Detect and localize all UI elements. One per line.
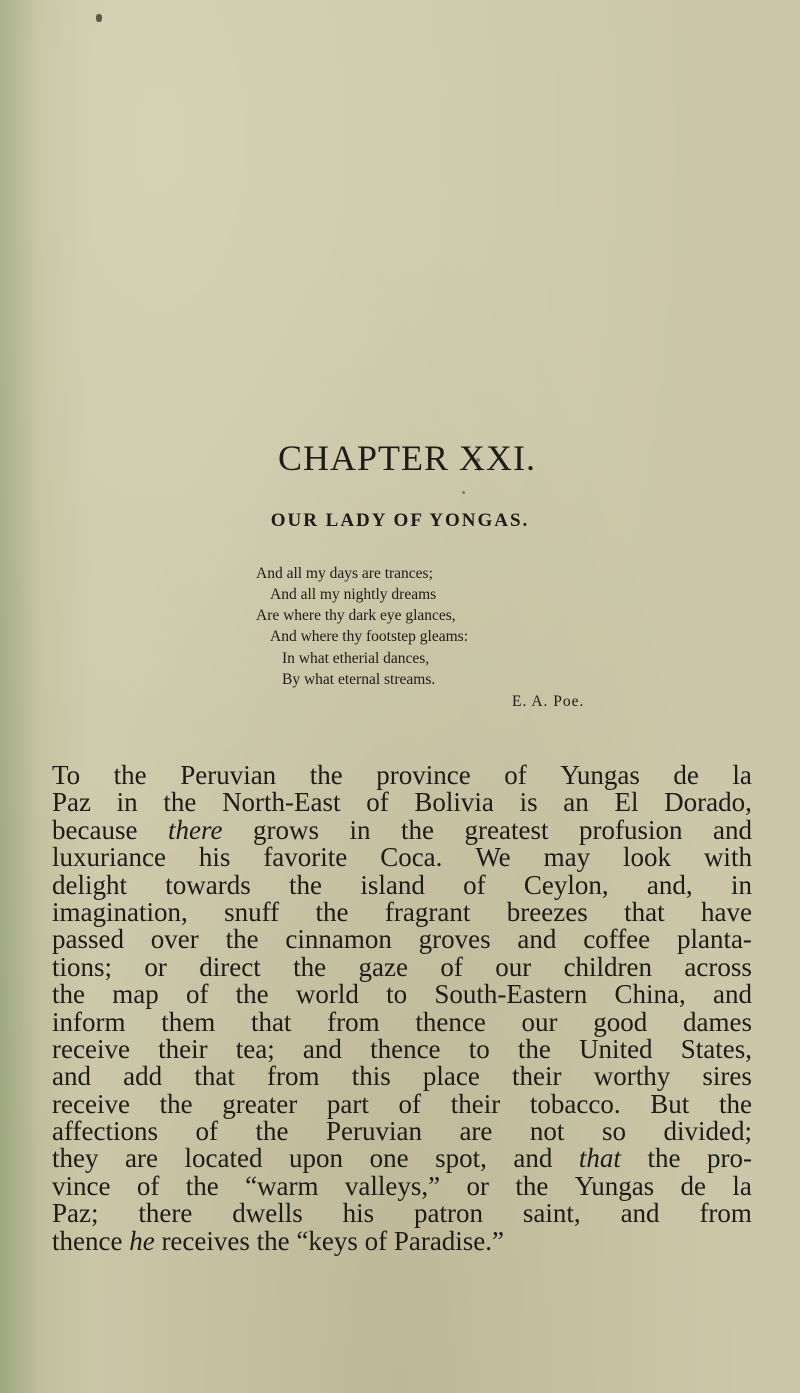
word: children	[563, 951, 653, 982]
word: they	[52, 1143, 99, 1174]
word: breezes	[506, 896, 588, 927]
word: the	[225, 924, 259, 955]
word: an	[563, 787, 589, 818]
word: But	[650, 1088, 690, 1119]
word: the	[185, 1170, 219, 1201]
word: part	[326, 1088, 369, 1119]
word: “warm	[245, 1170, 319, 1201]
word: greatest	[464, 814, 549, 845]
word: and,	[646, 869, 693, 900]
word: that	[250, 1006, 292, 1037]
word: the	[315, 896, 349, 927]
epigraph-attribution: E. A. Poe.	[512, 693, 585, 710]
word: favorite	[263, 842, 348, 873]
word: Coca.	[380, 842, 443, 873]
word: map	[112, 979, 159, 1010]
word: planta-	[676, 924, 752, 955]
word: is	[519, 787, 538, 818]
word: the	[289, 869, 323, 900]
word: and	[302, 1033, 342, 1064]
word: have	[700, 896, 752, 927]
word: good	[593, 1006, 648, 1037]
word: luxuriance	[52, 842, 166, 873]
word: island	[360, 869, 425, 900]
word: the	[235, 979, 269, 1010]
word: receive	[52, 1033, 130, 1064]
epigraph-line: And all my days are trances;	[256, 565, 433, 582]
word: Yungas	[574, 1170, 655, 1201]
word: profusion	[579, 814, 683, 845]
word: tobacco.	[529, 1088, 621, 1119]
word: coffee	[583, 924, 651, 955]
paragraph-line	[52, 1118, 752, 1145]
epigraph-line: And all my nightly dreams	[270, 586, 437, 603]
word: from	[267, 1061, 320, 1092]
word: tea;	[235, 1033, 275, 1064]
word: his	[342, 1198, 375, 1229]
word: with	[703, 842, 752, 873]
word: Ceylon,	[523, 869, 609, 900]
word: El	[614, 787, 639, 818]
word: of	[398, 1088, 422, 1119]
word: upon	[289, 1143, 344, 1174]
word: de	[680, 1170, 707, 1201]
word: grows	[252, 814, 319, 845]
word: add	[123, 1061, 163, 1092]
word: not	[529, 1116, 565, 1147]
word: the	[309, 760, 343, 790]
word: of	[463, 869, 486, 900]
word: may	[543, 842, 591, 873]
word: the	[647, 1143, 681, 1174]
word: or	[466, 1170, 489, 1201]
word: direct	[199, 951, 261, 982]
paragraph-line	[52, 1145, 752, 1172]
word: groves	[418, 924, 491, 955]
word: that	[624, 896, 665, 927]
word: their	[450, 1088, 501, 1119]
text-span: receives the “keys of Paradise.”	[154, 1225, 505, 1256]
word: because	[52, 814, 138, 845]
word: affections	[52, 1116, 158, 1147]
word: Paz	[52, 787, 91, 818]
word: dwells	[232, 1198, 303, 1229]
word: la	[732, 760, 752, 790]
paragraph-line	[52, 951, 752, 982]
word: province	[376, 760, 471, 790]
word: and	[713, 979, 752, 1010]
ink-speck	[462, 491, 465, 494]
paragraph-line	[52, 926, 752, 953]
word: over	[150, 924, 199, 955]
paragraph-line	[52, 896, 752, 927]
word: world	[295, 979, 359, 1010]
word: across	[684, 951, 752, 982]
word: saint,	[522, 1198, 581, 1229]
word: imagination,	[52, 896, 188, 927]
word: their	[512, 1061, 562, 1092]
paragraph-line	[52, 814, 752, 845]
word: South-Eastern	[434, 979, 588, 1010]
italic-text: he	[129, 1225, 155, 1256]
word: in	[730, 869, 752, 900]
word: valleys,”	[344, 1170, 441, 1201]
word: from	[327, 1006, 380, 1037]
word: receive	[52, 1088, 130, 1119]
word: fragrant	[384, 896, 471, 927]
word: vince	[52, 1170, 111, 1201]
word: Bolivia	[414, 787, 494, 818]
word: the	[515, 1170, 549, 1201]
word: place	[422, 1061, 480, 1092]
word: the	[293, 951, 327, 982]
word: their	[158, 1033, 208, 1064]
word: the	[163, 787, 197, 818]
word: in	[349, 814, 371, 845]
word: Yungas	[560, 760, 640, 790]
word: and	[620, 1198, 660, 1229]
word: the	[517, 1033, 551, 1064]
word: his	[198, 842, 231, 873]
word: la	[732, 1170, 752, 1201]
word: cinnamon	[285, 924, 392, 955]
word: passed	[52, 924, 124, 955]
word: the	[52, 979, 85, 1010]
text-span: thence	[52, 1225, 130, 1256]
word: North-East	[222, 787, 341, 818]
epigraph-line: In what etherial dances,	[282, 650, 430, 667]
word: China,	[614, 979, 686, 1010]
word: States,	[680, 1033, 752, 1064]
word: our	[521, 1006, 558, 1037]
word: of	[136, 1170, 160, 1201]
word: We	[475, 842, 511, 873]
word: the	[401, 814, 435, 845]
paragraph-line	[52, 1063, 752, 1090]
word: thence	[370, 1033, 441, 1064]
word: in	[116, 787, 138, 818]
word: and	[513, 1143, 553, 1174]
paragraph-line	[52, 762, 752, 789]
word: the	[255, 1116, 289, 1147]
word: one	[369, 1143, 409, 1174]
body-paragraph	[52, 762, 752, 1255]
epigraph-line: Are where thy dark eye glances,	[256, 607, 456, 624]
word: so	[601, 1116, 626, 1147]
word: Paz;	[52, 1198, 99, 1229]
word: the	[159, 1088, 193, 1119]
chapter-subtitle: OUR LADY OF YONGAS.	[270, 510, 530, 531]
epigraph-line: By what eternal streams.	[282, 671, 436, 688]
word: and	[52, 1061, 91, 1092]
word: are	[125, 1143, 158, 1174]
word: that	[194, 1061, 235, 1092]
word: de	[673, 760, 699, 790]
paragraph-line	[52, 1200, 752, 1227]
word: and	[517, 924, 557, 955]
word: worthy	[593, 1061, 671, 1092]
word: Peruvian	[325, 1116, 422, 1147]
word: spot,	[435, 1143, 487, 1174]
word: and	[713, 814, 752, 845]
word: greater	[222, 1088, 298, 1119]
word: inform	[52, 1006, 126, 1037]
word: snuff	[224, 896, 280, 927]
word: there	[167, 814, 223, 845]
paragraph-line	[52, 869, 752, 900]
word: pro-	[706, 1143, 752, 1174]
word: of	[504, 760, 527, 790]
word: gaze	[358, 951, 408, 982]
word: that	[578, 1143, 621, 1174]
word: this	[351, 1061, 391, 1092]
word: United	[579, 1033, 653, 1064]
paragraph-line	[52, 844, 752, 871]
ink-speck	[96, 14, 102, 22]
word: of	[185, 979, 209, 1010]
word: patron	[414, 1198, 484, 1229]
word: from	[699, 1198, 752, 1229]
word: To	[52, 760, 81, 790]
paragraph-line	[52, 1033, 752, 1064]
word: sires	[702, 1061, 752, 1092]
word: are	[459, 1116, 493, 1147]
word: tions;	[52, 951, 113, 982]
paragraph-line	[52, 981, 752, 1008]
word: Dorado,	[664, 787, 752, 818]
word: located	[184, 1143, 263, 1174]
word: of	[440, 951, 463, 982]
word: or	[144, 951, 167, 982]
word: the	[113, 760, 147, 790]
paragraph-line	[52, 1225, 752, 1256]
paragraph-line	[52, 789, 752, 816]
word: look	[623, 842, 672, 873]
word: towards	[165, 869, 251, 900]
word: to	[468, 1033, 490, 1064]
word: them	[161, 1006, 216, 1037]
word: there	[138, 1198, 193, 1229]
word: the	[718, 1088, 752, 1119]
word: to	[386, 979, 408, 1010]
word: dames	[682, 1006, 752, 1037]
word: thence	[415, 1006, 486, 1037]
word: Peruvian	[180, 760, 277, 790]
word: our	[495, 951, 532, 982]
word: delight	[52, 869, 127, 900]
word: of	[366, 787, 389, 818]
epigraph-line: And where thy footstep gleams:	[270, 628, 469, 645]
chapter-title: CHAPTER XXI.	[277, 438, 536, 478]
paragraph-line	[52, 1170, 752, 1201]
paragraph-line	[52, 1088, 752, 1119]
paragraph-line	[52, 1006, 752, 1037]
word: of	[195, 1116, 218, 1147]
word: divided;	[663, 1116, 752, 1147]
